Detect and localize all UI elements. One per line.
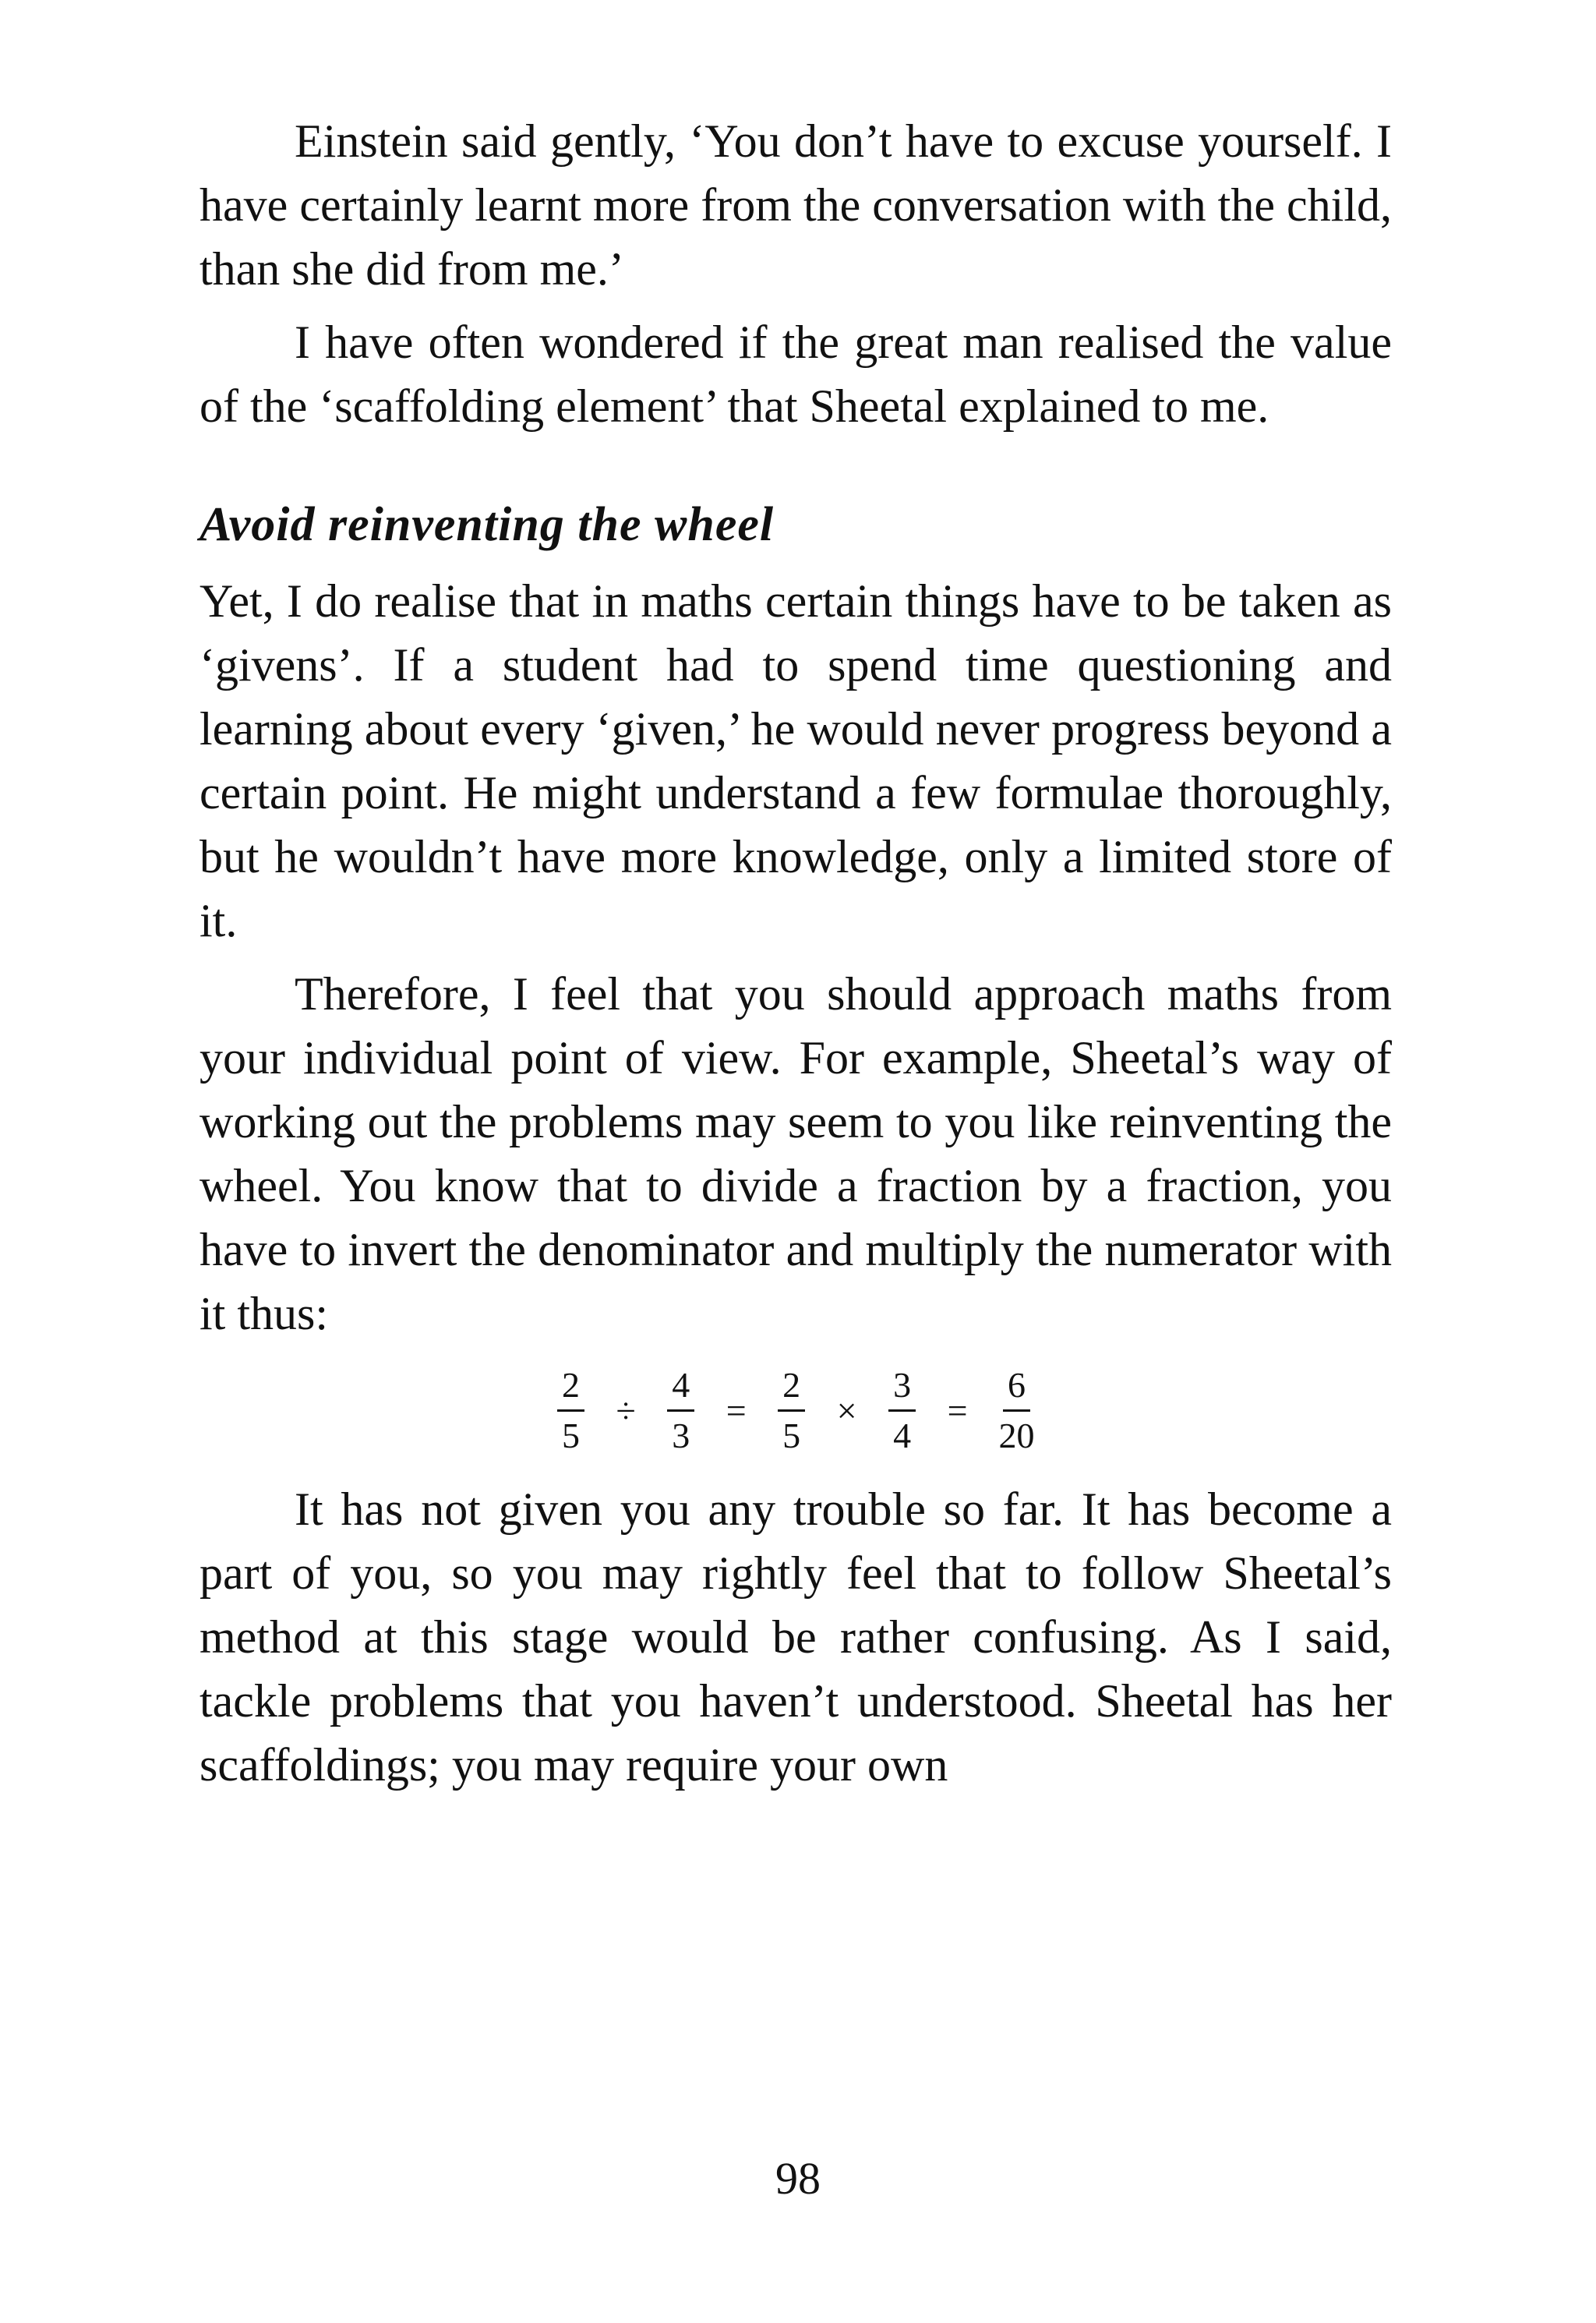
fraction-2-numerator: 4 <box>667 1367 694 1412</box>
fraction-4-numerator: 3 <box>888 1367 916 1412</box>
fraction-1-denominator: 5 <box>561 1416 580 1455</box>
paragraph-givens: Yet, I do realise that in maths certain things have to be taken as ‘givens’. If a student had to spend time questioning and learning about every ‘given,’ he would never progress beyond a certain point. He might understand a few formulae thoroughly, but he wouldn’t have more knowledge, only a limited store of it. <box>200 575 1392 946</box>
equals-operator-2: = <box>947 1390 968 1430</box>
paragraph-therefore: Therefore, I feel that you should approach maths from your individual point of view. For example, Sheetal’s way of working out the problems may seem to you like reinventing the wheel. You know that to divide a fraction by a fraction, you have to invert the denominator and multiply the numerator with it thus: <box>200 968 1392 1339</box>
fraction-2-denominator: 3 <box>672 1416 690 1455</box>
fraction-1 <box>552 1367 589 1454</box>
fraction-5-numerator: 6 <box>1003 1367 1030 1412</box>
fraction-3 <box>773 1367 810 1454</box>
equals-operator-1: = <box>726 1390 747 1430</box>
fraction-4-denominator: 4 <box>893 1416 912 1455</box>
divide-operator: ÷ <box>616 1390 636 1430</box>
paragraph-einstein-quote: Einstein said gently, ‘You don’t have to excuse yourself. I have certainly learnt more from the conversation with the child, than she did from me.’ <box>200 115 1392 295</box>
fraction-equation <box>200 1367 1392 1454</box>
fraction-2 <box>662 1367 700 1454</box>
section-heading: Avoid reinventing the wheel <box>200 498 775 551</box>
paragraph-scaffolding: I have often wondered if the great man realised the value of the ‘scaffolding element’ that Sheetal explained to me. <box>200 316 1392 432</box>
fraction-5 <box>994 1367 1040 1454</box>
fraction-5-denominator: 20 <box>998 1416 1035 1455</box>
paragraph-no-trouble: It has not given you any trouble so far. It has become a part of you, so you may rightly feel that to follow Sheetal’s method at this stage would be rather confusing. As I said, tackle problems that you haven’t understood. Sheetal has her scaffoldings; you may require your own <box>200 1483 1392 1791</box>
multiply-operator: × <box>836 1390 857 1430</box>
fraction-3-numerator: 2 <box>778 1367 805 1412</box>
fraction-1-numerator: 2 <box>557 1367 584 1412</box>
page-number: 98 <box>775 2153 821 2204</box>
fraction-3-denominator: 5 <box>782 1416 801 1455</box>
page-body <box>200 109 1392 1797</box>
fraction-4 <box>884 1367 921 1454</box>
